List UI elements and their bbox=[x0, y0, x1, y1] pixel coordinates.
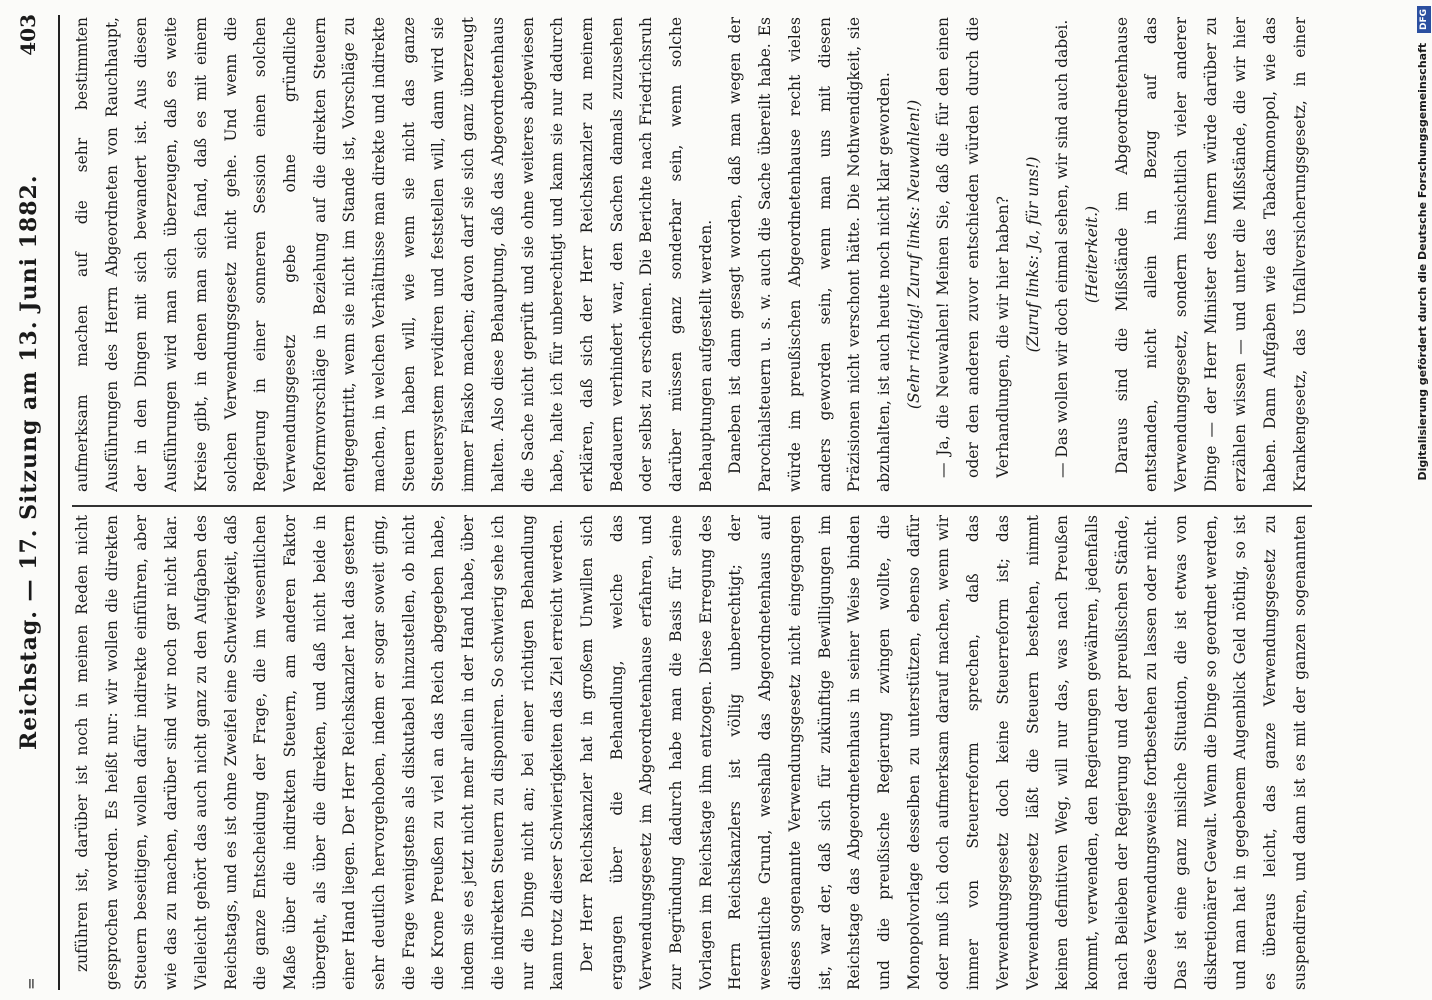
header-mark: = bbox=[22, 975, 40, 990]
paragraph: zuführen ist, darüber ist noch in meinen Reden nicht gesprochen worden. Es heißt nur: wir wollen die direkten Steuern beseitigen, wollen dafür indirekte einführen, aber wie das zu machen, darüber sind wir noch gar nicht klar. Vielleicht gehört das auch nicht ganz zu den Aufgaben des Reichstags, und es ist ohne Zweifel eine Schwierigkeit, daß die ganze Entscheidung der Frage, die im wesentlichen Maße über die indirekten Steuern, am anderen Faktor übergeht, als über die direkten, und daß nicht beide in einer Hand liegen. Der Herr Reichskanzler hat das gestern sehr deutlich hervorgehoben, indem er sogar soweit ging, die Frage wenigstens als diskutabel hinzustellen, ob nicht die Krone Preußen zu viel an das Reich abgegeben habe, indem sie es jetzt nicht mehr allein in der Hand habe, über die indirekten Steuern zu disponiren. So schwierig sehe ich nur die Dinge nicht an; bei einer richtigen Behandlung kann trotz dieser Schwierigkeiten das Ziel erreicht werden. bbox=[73, 515, 567, 990]
column-divider bbox=[72, 506, 1312, 508]
header-rule bbox=[58, 15, 60, 990]
paragraph: — Ja, die Neuwahlen! Meinen Sie, daß die für den einen oder den anderen zuvor entschieden würden durch die Verhandlungen, die wir hier haben? bbox=[934, 17, 1012, 478]
text-column-left bbox=[68, 515, 1318, 990]
paragraph: Daraus sind die Mißstände im Abgeordnetenhause entstanden, nicht allein in Bezug auf das Verwendungsgesetz, sondern hinsichtlich vieler anderer Dinge — der Herr Minister des Innern würde darüber zu erzählen wissen — und unter die Mißstände, die wir hier haben. Dann Aufgaben wie das Tabackmonopol, wie das Krankengesetz, das Unfallversicherungsgesetz, in einer bbox=[1112, 17, 1309, 492]
paragraph: — Das wollen wir doch einmal sehen, wir sind auch dabei. bbox=[1053, 19, 1072, 478]
interjection: (Zuruf links: Ja, für uns!) bbox=[1023, 156, 1042, 353]
digitization-credit bbox=[1414, 0, 1432, 1000]
interjection: (Heiterkeit.) bbox=[1082, 205, 1101, 304]
page-header bbox=[8, 10, 52, 990]
credit-text: Digitalisierung gefördert durch die Deutsche Forschungsgemeinschaft bbox=[1416, 42, 1429, 481]
paragraph: aufmerksam machen auf die sehr bestimmten Ausführungen des Herrn Abgeordneten von Rauchhaupt, der in den Dingen mit sich bewandert ist. Aus diesen Ausführungen wird man sich überzeugen, daß es weite Kreise gibt, in denen man sich fand, daß es mit einem solchen Verwendungsgesetz nicht gehe. Und wenn die Regierung in einer sonneren Session einen solchen Verwendungsgesetz gebe ohne gründliche Reformvorschläge in Beziehung auf die direkten Steuern entgegentritt, wenn sie nicht im Stande ist, Vorschläge zu machen, in welchen Verhältnisse man direkte und indirekte Steuern haben will, wie wenn sie nicht das ganze Steuersystem revidiren und feststellen will, dann wird sie immer Fiasko machen; davon darf sie sich ganz überzeugt halten. Also diese Behauptung, daß das Abgeordnetenhaus die Sache nicht geprüft und sie ohne weiteres abgewiesen habe, halte ich für unberechtigt und kann sie nur dadurch erklären, daß sich der Herr Reichskanzler zu meinem Bedauern verhindert war, den Sachen damals zuzusehen oder selbst zu erscheinen. Die Berichte nach Friedrichsruh darüber müssen ganz sonderbar sein, wenn solche Behauptungen aufgestellt werden. bbox=[73, 17, 715, 492]
paragraph: Der Herr Reichskanzler hat in großem Unwillen sich ergangen über die Behandlung, welche das Verwendungsgesetz im Abgeordnetenhause erfahren, und zur Begründung dadurch habe man die Basis für seine Vorlagen im Reichstage ihm entzogen. Diese Erregung des Herrn Reichskanzlers ist völlig unberechtigt; der wesentliche Grund, weshalb das Abgeordnetenhaus auf dieses sogenannte Verwendungsgesetz nicht eingegangen ist, war der, daß sich für zukünftige Bewilligungen im Reichstage das Abgeordnetenhaus in seiner Weise binden und die preußische Regierung zwingen wollte, die Monopolvorlage desselben zu unterstützen, ebenso dafür oder muß ich doch aufmerksam darauf machen, wenn wir immer von Steuerreform sprechen, daß das Verwendungsgesetz doch keine Steuerreform ist; das Verwendungsgesetz läßt die Steuern bestehen, nimmt keinen definitiven Weg, will nur das, was nach Preußen kommt, verwenden, den Regierungen gewähren, jedenfalls nach Belieben der Regierung und der preußischen Stände, diese Verwendungsweise fortbestehen zu lassen oder nicht. Das ist eine ganz misliche Situation, die ist etwas von diskretionärer Gewalt. Wenn die Dinge so geordnet werden, und man hat in gegebenem Augenblick Geld nöthig, so ist es überaus leicht, das ganze Verwendungsgesetz zu suspendiren, und dann ist es mit der ganzen sogenannten bbox=[577, 515, 1309, 990]
page-title: Reichstag. — 17. Sitzung am 13. Juni 1882. bbox=[16, 174, 42, 750]
paragraph: Daneben ist dann gesagt worden, daß man wegen der Parochialsteuern u. s. w. auch die Sache übereilt habe. Es würde im preußischen Abgeordnetenhause recht vieles anders geworden sein, wenn man uns mit diesen Präzisionen nicht verschont hätte. Die Nothwendigkeit, sie abzuhalten, ist auch heute noch nicht klar geworden. bbox=[726, 17, 893, 492]
interjection: (Sehr richtig! Zuruf links: Neuwahlen!) bbox=[904, 99, 923, 410]
page-number: 403 bbox=[16, 14, 40, 56]
dfg-logo: DFG bbox=[1417, 6, 1431, 33]
text-column-right bbox=[68, 17, 1318, 492]
